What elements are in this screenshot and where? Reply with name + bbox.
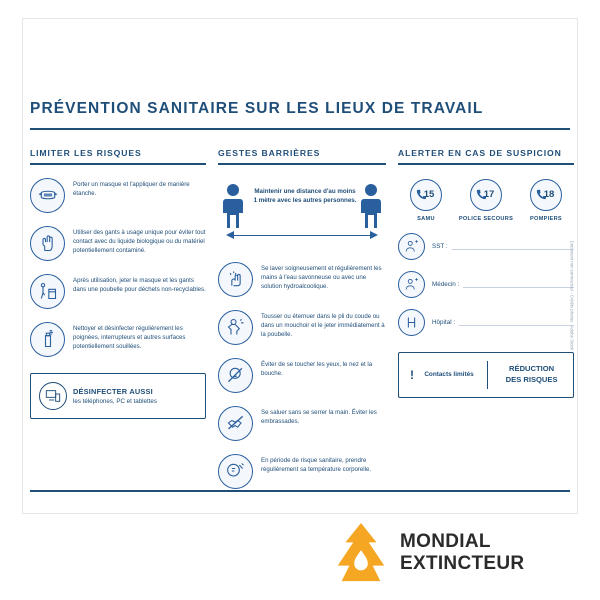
gloves-icon: [30, 226, 65, 261]
emergency-number-label: POMPIERS: [530, 215, 562, 222]
list-item-text: Porter un masque et l'appliquer de manière étanche.: [73, 180, 190, 197]
list-item-text: Utiliser des gants à usage unique pour éviter tout contact avec du liquide biologique ou du matériel potentiellement contaminé.: [73, 228, 206, 254]
column-heading-alerter: ALERTER EN CAS DE SUSPICION: [398, 148, 562, 158]
person-icon: [220, 183, 246, 234]
reduction-label: [496, 364, 567, 385]
handwash-icon: [218, 262, 253, 297]
contact-row-sst: [398, 233, 574, 260]
distance-caption: Maintenir une distance d'au moins 1 mètre avec les autres personnes.: [253, 187, 357, 205]
person-plus-icon: [398, 233, 425, 260]
thermometer-icon: [218, 454, 253, 489]
column-heading-limiter: LIMITER LES RISQUES: [30, 148, 142, 158]
contact-label: Hôpital :: [432, 318, 456, 326]
list-item: [30, 322, 206, 357]
phone-icon: [530, 179, 562, 211]
column-divider: [398, 163, 574, 165]
reduction-line1: RÉDUCTION: [509, 363, 555, 373]
reduction-des-risques-box: [398, 352, 574, 398]
contact-write-line[interactable]: [463, 287, 574, 288]
list-item: [218, 262, 386, 297]
emergency-number-value: 17: [483, 189, 495, 200]
logo-line-2: EXTINCTEUR: [400, 552, 525, 574]
brand-logo: [330, 516, 582, 588]
reduction-line2: DES RISQUES: [505, 374, 558, 384]
list-item-text: Nettoyer et désinfecter régulièrement les poignées, interrupteurs et autres surfaces potentiellement souillées.: [73, 324, 186, 350]
contact-write-line[interactable]: [452, 249, 574, 250]
emergency-number-value: 15: [423, 189, 435, 200]
mask-icon: [30, 178, 65, 213]
phone-icon: [410, 179, 442, 211]
trash-disposal-icon: [30, 274, 65, 309]
contacts-limites-text: Contacts limités: [424, 370, 474, 378]
hospital-h-icon: [398, 309, 425, 336]
logo-wordmark: [400, 532, 524, 573]
column-heading-gestes: GESTES BARRIÈRES: [218, 148, 321, 158]
list-item: [218, 406, 386, 441]
contact-row-medecin: [398, 271, 574, 298]
list-item: [218, 358, 386, 393]
column-divider: [30, 163, 206, 165]
emergency-number-samu: [398, 179, 454, 222]
column-limiter-les-risques: [30, 148, 206, 419]
doctor-icon: [398, 271, 425, 298]
distance-banner: [218, 181, 386, 249]
devices-icon: [39, 382, 67, 410]
contacts-limites-label: [419, 370, 479, 379]
emergency-number-label: SAMU: [417, 215, 435, 222]
column-alerter: [398, 148, 574, 398]
cough-elbow-icon: [218, 310, 253, 345]
contact-write-line[interactable]: [459, 325, 574, 326]
list-item-text: Après utilisation, jeter le masque et les gants dans une poubelle pour déchets non-recyclables.: [73, 276, 206, 293]
no-face-touch-icon: [218, 358, 253, 393]
list-item: [30, 226, 206, 261]
contact-label: SST :: [432, 242, 448, 250]
title-divider: [30, 128, 570, 130]
list-item: [30, 178, 206, 213]
list-item-text: Se laver soigneusement et régulièrement les mains à l'eau savonneuse ou avec une solution hydroalcoolique.: [261, 264, 382, 290]
flame-icon: [330, 521, 392, 583]
column-divider: [218, 163, 386, 165]
list-item-text: Tousser ou éternuer dans le pli du coude ou dans un mouchoir et le jeter immédiatement à la poubelle.: [261, 312, 385, 338]
list-item-text: Se saluer sans se serrer la main. Éviter les embrassades.: [261, 408, 377, 425]
person-icon: [358, 183, 384, 234]
exclamation-icon: !: [410, 367, 414, 382]
contact-label: Médecin :: [432, 280, 460, 288]
bottom-divider: [30, 490, 570, 492]
spray-clean-icon: [30, 322, 65, 357]
list-item: [30, 274, 206, 309]
side-note: Document non contractuel - Crédits photos : Adobe Stock: [569, 240, 574, 350]
contact-row-hopital: [398, 309, 574, 336]
emergency-number-pompiers: [518, 179, 574, 222]
page-title: PRÉVENTION SANITAIRE SUR LES LIEUX DE TRAVAIL: [30, 100, 484, 117]
list-item-text: Éviter de se toucher les yeux, le nez et la bouche.: [261, 360, 373, 377]
emergency-number-value: 18: [543, 189, 555, 200]
list-item: [218, 454, 386, 489]
column-gestes-barrieres: [218, 148, 386, 489]
emergency-numbers: [398, 179, 574, 222]
highlight-box-disinfect: [30, 373, 206, 419]
highlight-subtitle: les téléphones, PC et tablettes: [73, 397, 157, 405]
box-divider: [487, 361, 488, 389]
logo-line-1: MONDIAL: [400, 530, 491, 552]
highlight-title: DÉSINFECTER AUSSI: [73, 386, 153, 396]
no-handshake-icon: [218, 406, 253, 441]
emergency-number-police: [458, 179, 514, 222]
phone-icon: [470, 179, 502, 211]
emergency-number-label: POLICE SECOURS: [458, 215, 514, 222]
list-item-text: En période de risque sanitaire, prendre régulièrement sa température corporelle.: [261, 456, 372, 473]
list-item: [218, 310, 386, 345]
double-arrow-icon: [226, 231, 378, 241]
